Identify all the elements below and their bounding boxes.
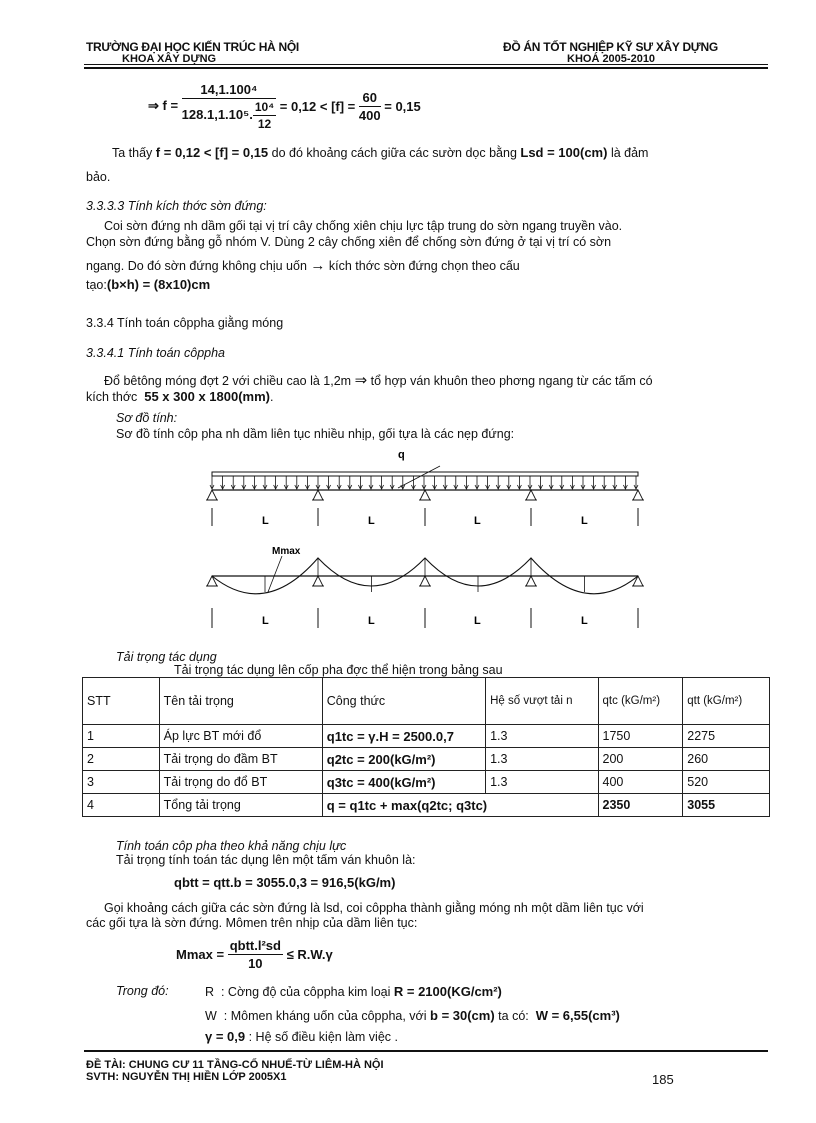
cell-formula: q = q1tc + max(q2tc; q3tc) [322,794,598,817]
support-icon [633,490,643,500]
check-paragraph-end: bảo. [86,170,111,184]
cell-coef: 1.3 [486,725,598,748]
cell-stt: 4 [83,794,160,817]
cell-name: Áp lực BT mới đổ [159,725,322,748]
check-paragraph: Ta thấy f = 0,12 < [f] = 0,15 do đó khoảng cách giữa các sườn dọc bằng Lsd = 100(cm) là đảm [112,145,649,160]
page-number: 185 [652,1072,674,1087]
section-heading-3333: 3.3.3.3 Tính kích thớc sờn đứng: [86,199,267,213]
header-faculty: KHOA XÂY DỰNG [122,53,217,65]
span-label: L [262,515,269,527]
header-project: ĐỒ ÁN TỐT NGHIỆP KỸ SƯ XÂY DỰNG [503,40,718,54]
footer-rule [84,1050,768,1052]
mmax-leader [268,556,282,592]
scheme-title: Sơ đồ tính: [116,411,178,425]
arrow-icon: → [310,257,326,274]
section-heading-334: 3.3.4 Tính toán côppha giằng móng [86,316,284,330]
cell-formula: q1tc = γ.H = 2500.0,7 [322,725,485,748]
table-header-row [83,678,770,725]
cell-qtt: 520 [683,771,770,794]
section-heading-3341: 3.3.4.1 Tính toán côppha [86,346,225,360]
footer-student: SVTH: NGUYỄN THỊ HIỀN LỚP 2005X1 [86,1071,287,1083]
cell-qtc: 2350 [598,794,683,817]
cell-coef: 1.3 [486,748,598,771]
table-row [83,725,770,748]
span-label: L [368,515,375,527]
paragraph-line: Tải trọng tính toán tác dụng lên một tấm ván khuôn là: [116,853,416,867]
span-label: L [581,515,588,527]
support-icon [207,490,217,500]
cell-stt: 3 [83,771,160,794]
span-label: L [581,615,588,627]
where-w: W : Mômen kháng uốn của côppha, với b = 30(cm) ta có: W = 6,55(cm³) [205,1008,620,1023]
header-school: TRƯỜNG ĐẠI HỌC KIẾN TRÚC HÀ NỘI [86,40,299,54]
footer-topic: ĐỀ TÀI: CHUNG CƯ 11 TẦNG-CỔ NHUẾ-TỪ LIÊM-HÀ NỘI [86,1059,384,1071]
th-formula: Công thức [322,678,485,725]
span-label: L [474,515,481,527]
scheme-desc: Sơ đồ tính côp pha nh dầm liên tục nhiều nhịp, gối tựa là các nẹp đứng: [116,427,515,441]
th-stt: STT [83,678,160,725]
table-row [83,794,770,817]
continuous-beam-diagram [200,444,650,644]
support-icon [420,576,430,586]
where-gamma: γ = 0,9 : Hệ số điều kiện làm việc . [205,1029,398,1044]
cell-qtt: 2275 [683,725,770,748]
cell-qtc: 1750 [598,725,683,748]
header-rule [84,64,768,65]
cell-stt: 1 [83,725,160,748]
cell-name: Tải trọng do đầm BT [159,748,322,771]
th-qtt: qtt (kG/m²) [683,678,770,725]
paragraph-line: các gối tựa là sờn đứng. Mômen trên nhịp của dầm liên tục: [86,916,418,930]
cell-qtt: 3055 [683,794,770,817]
span-label: L [368,615,375,627]
where-label: Trong đó: [116,984,169,998]
loads-title: Tải trọng tác dụng [116,650,217,664]
table-row [83,748,770,771]
span-label: L [262,615,269,627]
cell-stt: 2 [83,748,160,771]
support-icon [526,490,536,500]
th-qtc: qtc (kG/m²) [598,678,683,725]
paragraph-line: kích thớc 55 x 300 x 1800(mm). [86,389,274,404]
moment-formula: Mmax = $\frac{\text{qbtt.l²sd}}{10}$ ≤ R.W.γ [176,937,333,971]
paragraph-line: Coi sờn đứng nh dầm gối tại vị trí cây chống xiên chịu lực tập trung do sờn ngang truyền vào. [104,219,623,233]
paragraph-line: Đổ bêtông móng đợt 2 với chiều cao là 1,2m ⇒ tổ hợp ván khuôn theo phơng ngang từ các tấm có [104,372,653,389]
paragraph-line: ngang. Do đó sờn đứng không chịu uốn → kích thớc sờn đứng chọn theo cấu [86,257,520,274]
loads-desc: Tải trọng tác dụng lên cốp pha đợc thể hiện trong bảng sau [174,663,503,677]
support-icon [207,576,217,586]
load-leader [398,466,440,488]
capacity-heading: Tính toán côp pha theo khả năng chịu lực [116,839,347,853]
support-icon [313,576,323,586]
cell-qtt: 260 [683,748,770,771]
distributed-load-formula: qbtt = qtt.b = 3055.0,3 = 916,5(kG/m) [174,875,396,890]
header-rule-thick [84,67,768,69]
mmax-label: Mmax [272,546,301,557]
implies-icon: ⇒ [354,372,368,389]
deflection-formula: ⇒ f = 14,1.100⁴ 128.1,1.10⁵. $\frac{\text{10⁴}}{12}$ = 0,12 < [f] = $\frac{60}{400}$ = 0,15 [148,81,421,131]
table-row [83,771,770,794]
cell-qtc: 400 [598,771,683,794]
paragraph-line: tạo:(b×h) = (8x10)cm [86,277,211,292]
cell-formula: q3tc = 400(kG/m²) [322,771,485,794]
support-icon [526,576,536,586]
support-icon [633,576,643,586]
cell-formula: q2tc = 200(kG/m²) [322,748,485,771]
cell-coef: 1.3 [486,771,598,794]
loads-table [82,677,770,817]
th-name: Tên tải trọng [159,678,322,725]
header-course: KHOÁ 2005-2010 [567,53,656,65]
q-label: q [398,449,405,461]
where-r: R : Cờng độ của côppha kim loại R = 2100(KG/cm²) [205,984,502,999]
paragraph-line: Chọn sờn đứng bằng gỗ nhóm V. Dùng 2 cây chống xiên để chống sờn đứng ở tại vị trí có sờn [86,235,612,249]
cell-qtc: 200 [598,748,683,771]
cell-name: Tải trọng do đổ BT [159,771,322,794]
th-coef: Hệ số vượt tải n [486,678,598,725]
paragraph-line: Gọi khoảng cách giữa các sờn đứng là lsd, coi côppha thành giằng móng nh một dầm liên tục với [104,901,644,915]
support-icon [313,490,323,500]
span-label: L [474,615,481,627]
cell-name: Tổng tải trọng [159,794,322,817]
support-icon [420,490,430,500]
